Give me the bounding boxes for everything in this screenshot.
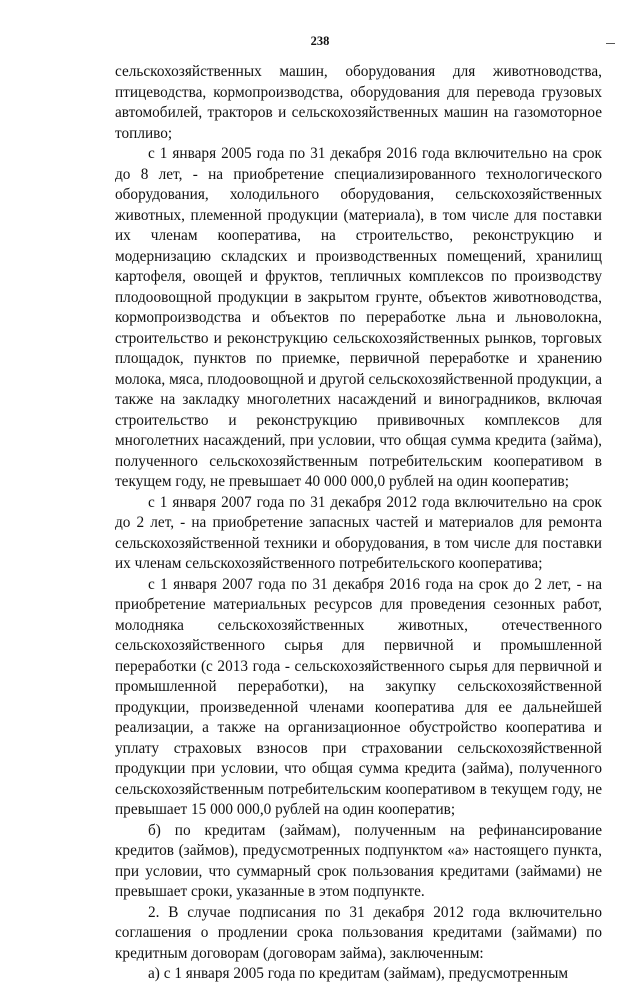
scan-mark: [606, 43, 615, 44]
paragraph-continuation: сельскохозяйственных машин, оборудования для животноводства, птицеводства, кормопроизводства, оборудования для перевода грузовых автомобилей, тракторов и сельскохозяйственных машин на газомоторное топливо;: [115, 63, 602, 142]
paragraph-2-extension: 2. В случае подписания по 31 декабря 2012 года включительно соглашения о продлении срока пользования кредитами (займами) по кредитным договорам (договорам займа), заключенным:: [115, 903, 602, 962]
page-number: 238: [310, 34, 330, 48]
document-body: [115, 62, 602, 985]
paragraph-2-years-seasonal-works: с 1 января 2007 года по 31 декабря 2016 года на срок до 2 лет, - на приобретение материальных ресурсов для проведения сезонных работ, молодняка сельскохозяйственных животных, отечественного сельскохозяйственного сырья для первичной и промышленной переработки (с 2013 года - сельскохозяйственного сырья для первичной и промышленной переработки), на закупку сельскохозяйственной продукции, произведенной членами кооператива для ее дальнейшей реализации, а также на организационное обустройство кооператива и уплату страховых взносов при страховании сельскохозяйственной продукции при условии, что общая сумма кредита (займа), полученного сельскохозяйственным потребительским кооперативом в текущем году, не превышает 15 000 000,0 рублей на один кооператив;: [115, 575, 602, 818]
paragraph-8-years-term: с 1 января 2005 года по 31 декабря 2016 года включительно на срок до 8 лет, - на приобретение специализированного технологического оборудования, холодильного оборудования, сельскохозяйственных животных, племенной продукции (материала), в том числе для поставки их членам кооператива, на строительство, реконструкцию и модернизацию складских и производственных помещений, хранилищ картофеля, овощей и фруктов, тепличных комплексов по производству плодоовощной продукции в закрытом грунте, объектов животноводства, кормопроизводства и объектов по переработке льна и льноволокна, строительство и реконструкцию сельскохозяйственных рынков, торговых площадок, пунктов по приемке, первичной переработке и хранению молока, мяса, плодоовощной и другой сельскохозяйственной продукции, а также на закладку многолетних насаждений и виноградников, включая строительство и реконструкцию прививочных комплексов для многолетних насаждений, при условии, что общая сумма кредита (займа), полученного сельскохозяйственным потребительским кооперативом в текущем году, не превышает 40 000 000,0 рублей на один кооператив;: [115, 145, 602, 490]
paragraph-2a-start: а) с 1 января 2005 года по кредитам (займам), предусмотренным: [148, 965, 569, 982]
paragraph-refinancing: б) по кредитам (займам), полученным на рефинансирование кредитов (займов), предусмотренных подпунктом «а» настоящего пункта, при условии, что суммарный срок пользования кредитами (займами) не превышает сроки, указанные в этом подпункте.: [115, 821, 602, 900]
paragraph-2-years-spare-parts: с 1 января 2007 года по 31 декабря 2012 года включительно на срок до 2 лет, - на приобретение запасных частей и материалов для ремонта сельскохозяйственной техники и оборудования, в том числе для поставки их членам сельскохозяйственного потребительского кооператива;: [115, 493, 602, 572]
